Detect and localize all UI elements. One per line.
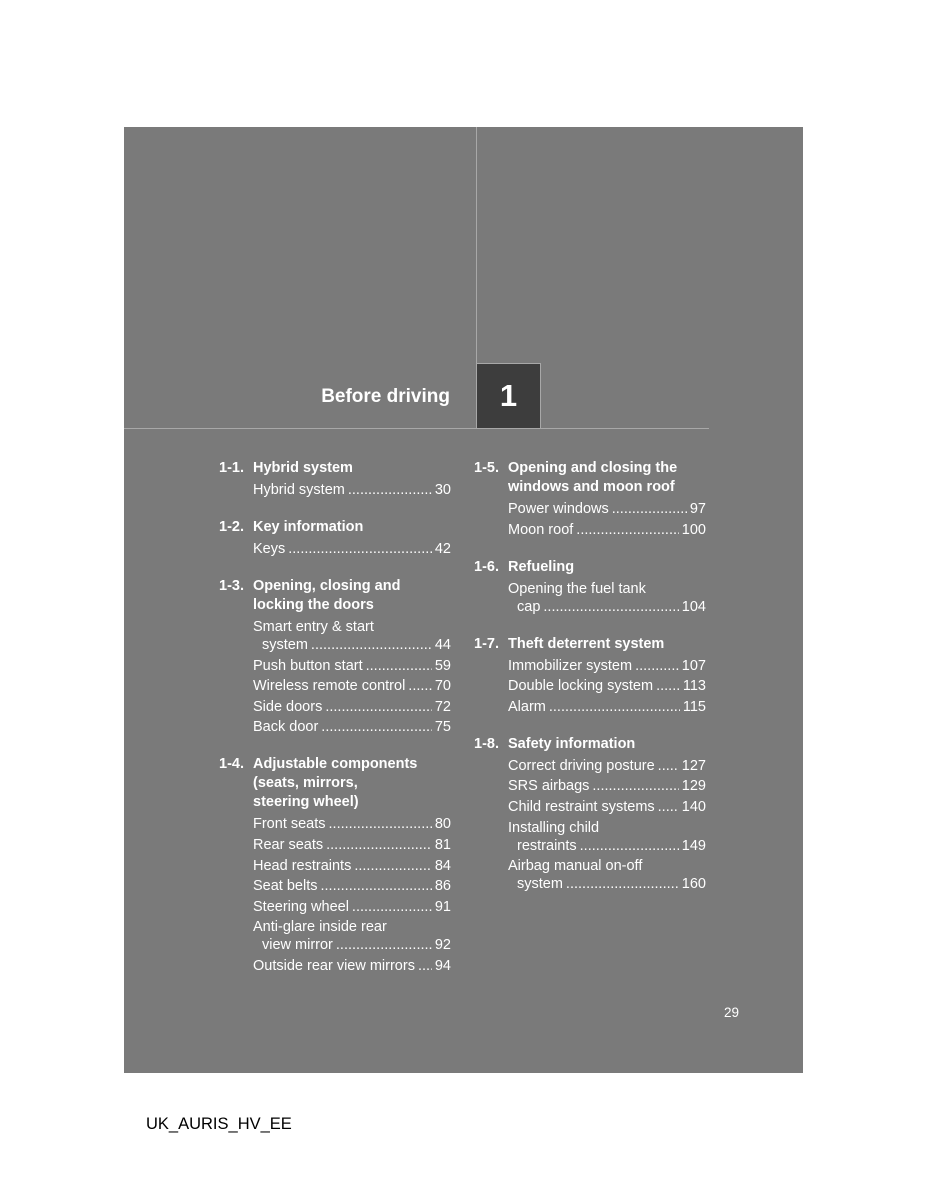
entry-label: Front seats: [253, 816, 326, 833]
toc-entry[interactable]: [253, 857, 451, 875]
section-title: Refueling: [508, 558, 575, 575]
entry-page: 140: [681, 798, 706, 815]
section-number: 1-4.: [219, 756, 244, 773]
section-number: 1-1.: [219, 460, 244, 476]
section-number: 1-5.: [474, 460, 499, 476]
toc-section: [474, 459, 706, 539]
section-heading: [474, 459, 706, 497]
toc-column-right: [474, 459, 706, 912]
toc-entry[interactable]: [508, 757, 706, 775]
entry-label: Alarm: [508, 698, 546, 715]
entry-page: 44: [434, 637, 451, 653]
dot-leader: [321, 718, 432, 736]
entry-page: 107: [681, 657, 706, 674]
entry-label: Wireless remote control: [253, 678, 406, 695]
dot-leader: [288, 540, 432, 558]
entry-page: 80: [434, 816, 451, 833]
entry-label: Installing child: [508, 819, 600, 836]
chapter-title: Before driving: [321, 386, 450, 407]
toc-entry[interactable]: [253, 481, 451, 499]
section-number: 1-8.: [474, 735, 499, 752]
toc-entry[interactable]: [253, 877, 451, 895]
entry-page: 81: [434, 836, 451, 853]
entry-label: Smart entry & start: [253, 619, 374, 635]
entry-page: 84: [434, 857, 451, 874]
dot-leader: [329, 815, 432, 833]
section-heading: [219, 459, 451, 478]
toc-entry[interactable]: [253, 957, 451, 975]
section-heading: [474, 558, 706, 577]
section-heading: [219, 518, 451, 537]
entry-label: Moon roof: [508, 521, 574, 538]
toc-column-left: [219, 459, 451, 994]
entry-label: SRS airbags: [508, 778, 590, 795]
entry-page: 59: [434, 657, 451, 674]
section-title: Safety information: [508, 735, 636, 752]
toc-entry[interactable]: [508, 580, 706, 616]
toc-entry[interactable]: [508, 777, 706, 795]
toc-entry[interactable]: [253, 618, 451, 654]
toc-entry[interactable]: [253, 836, 451, 854]
entry-label: Immobilizer system: [508, 657, 633, 674]
dot-leader: [658, 798, 679, 816]
toc-entry[interactable]: [253, 698, 451, 716]
toc-entry[interactable]: [508, 500, 706, 518]
page-number: 29: [723, 1005, 739, 1020]
entry-page: 104: [681, 598, 706, 615]
entry-page: 97: [689, 501, 706, 517]
entry-label-continued: view mirror: [262, 937, 333, 954]
entry-page: 115: [682, 698, 706, 715]
entry-page: 86: [434, 878, 451, 895]
entry-page: 160: [681, 876, 706, 893]
section-heading: [219, 755, 451, 812]
entry-page: 70: [434, 678, 451, 695]
section-title: Adjustable components (seats, mirrors, steering wheel): [253, 756, 418, 811]
toc-entry[interactable]: [508, 657, 706, 675]
entry-label: Hybrid system: [253, 482, 345, 498]
toc-section: [219, 755, 451, 975]
entry-label: Keys: [253, 541, 286, 557]
chapter-number: 1: [499, 378, 518, 413]
section-title: Theft deterrent system: [508, 635, 665, 652]
entry-label: Push button start: [253, 657, 363, 674]
section-number: 1-3.: [219, 578, 244, 594]
entry-label: Outside rear view mirrors: [253, 957, 415, 974]
toc-entry[interactable]: [508, 857, 706, 893]
entry-page: 127: [681, 757, 706, 774]
toc-section: [474, 735, 706, 893]
section-heading: [474, 635, 706, 654]
toc-entry[interactable]: [253, 657, 451, 675]
entry-page: 113: [682, 678, 706, 695]
toc-entry[interactable]: [253, 918, 451, 954]
toc-entry[interactable]: [508, 677, 706, 695]
dot-leader: [612, 500, 687, 518]
entry-label-continued: system: [517, 876, 563, 893]
dot-leader: [656, 677, 680, 695]
entry-page: 75: [434, 719, 451, 736]
entry-page: 30: [434, 482, 451, 498]
dot-leader: [658, 757, 679, 775]
entry-page: 42: [434, 541, 451, 557]
entry-page: 149: [681, 837, 706, 854]
entry-label: Steering wheel: [253, 898, 349, 915]
toc-section: [219, 518, 451, 558]
entry-label: Child restraint systems: [508, 798, 655, 815]
entry-label: Correct driving posture: [508, 757, 655, 774]
entry-label: Power windows: [508, 501, 609, 517]
entry-page: 100: [681, 521, 706, 538]
section-number: 1-2.: [219, 519, 244, 535]
entry-label: Anti-glare inside rear: [253, 919, 387, 936]
dot-leader: [543, 598, 678, 616]
toc-entry[interactable]: [253, 718, 451, 736]
toc-section: [474, 558, 706, 616]
toc-entry[interactable]: [508, 521, 706, 539]
toc-section: [219, 459, 451, 499]
section-title: Opening, closing and locking the doors: [253, 578, 401, 613]
footer-code: UK_AURIS_HV_EE: [146, 1115, 292, 1133]
section-title: Hybrid system: [253, 460, 353, 476]
toc-section: [219, 577, 451, 736]
entry-page: 92: [434, 937, 451, 954]
section-title: Opening and closing the windows and moon roof: [508, 460, 678, 495]
toc-entry[interactable]: [508, 798, 706, 816]
dot-leader: [366, 657, 432, 675]
dot-leader: [408, 677, 432, 695]
entry-label: Rear seats: [253, 836, 324, 853]
entry-label: Double locking system: [508, 678, 654, 695]
entry-label: Side doors: [253, 698, 323, 715]
entry-label-continued: restraints: [517, 837, 577, 854]
dot-leader: [580, 837, 679, 855]
chapter-number-box: [476, 363, 541, 429]
dot-leader: [566, 875, 679, 893]
chapter-panel: [124, 127, 803, 1073]
entry-label: Opening the fuel tank: [508, 580, 646, 597]
entry-label: Head restraints: [253, 857, 352, 874]
entry-label: Back door: [253, 719, 319, 736]
entry-label: Seat belts: [253, 878, 318, 895]
toc-section: [474, 635, 706, 716]
section-heading: [474, 735, 706, 754]
dot-leader: [311, 636, 432, 654]
toc-entry[interactable]: [508, 819, 706, 855]
entry-page: 91: [434, 898, 451, 915]
dot-leader: [336, 936, 432, 954]
dot-leader: [354, 857, 432, 875]
section-heading: [219, 577, 451, 615]
toc-entry[interactable]: [253, 677, 451, 695]
dot-leader: [326, 836, 432, 854]
toc-entry[interactable]: [508, 698, 706, 716]
entry-label-continued: system: [262, 637, 308, 653]
entry-page: 129: [681, 778, 706, 795]
entry-page: 72: [434, 698, 451, 715]
dot-leader: [592, 777, 678, 795]
entry-page: 94: [434, 957, 451, 974]
dot-leader: [576, 521, 679, 539]
dot-leader: [352, 898, 432, 916]
dot-leader: [321, 877, 432, 895]
toc-entry[interactable]: [253, 815, 451, 833]
toc-entry[interactable]: [253, 898, 451, 916]
section-number: 1-6.: [474, 558, 499, 575]
divider-horizontal: [124, 428, 709, 429]
dot-leader: [635, 657, 679, 675]
section-number: 1-7.: [474, 635, 499, 652]
section-title: Key information: [253, 519, 364, 535]
dot-leader: [348, 481, 432, 499]
toc-entry[interactable]: [253, 540, 451, 558]
dot-leader: [418, 957, 432, 975]
entry-label: Airbag manual on-off: [508, 858, 643, 875]
dot-leader: [549, 698, 680, 716]
entry-label-continued: cap: [517, 598, 541, 615]
dot-leader: [325, 698, 432, 716]
